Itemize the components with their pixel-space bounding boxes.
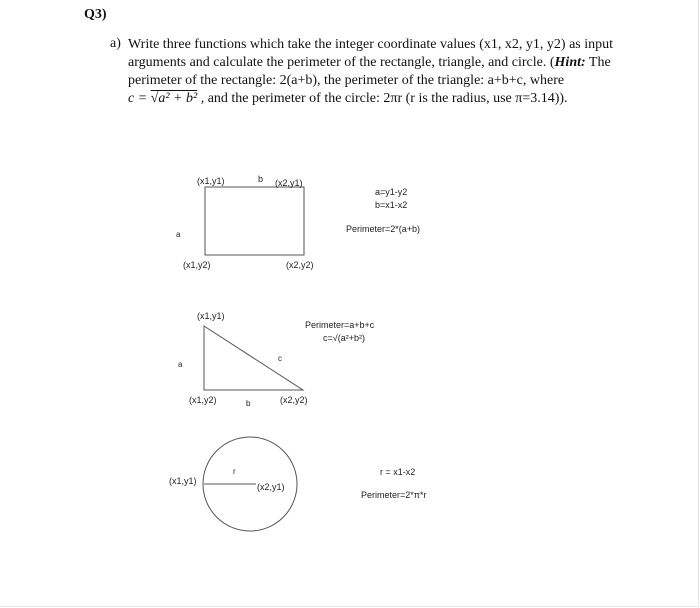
tri-bottom-left-label: (x1,y2)	[189, 395, 217, 405]
tri-side-a-label: a	[178, 360, 183, 369]
circle-edge-label: (x2,y1)	[257, 482, 285, 492]
tri-formula-c: c=√(a²+b²)	[323, 333, 365, 343]
question-line-3: perimeter of the rectangle: 2(a+b), the perimeter of the triangle: a+b+c, where	[128, 73, 565, 88]
tri-side-c-label: c	[278, 354, 282, 363]
circle-diagram	[169, 437, 426, 531]
rect-formula-b: b=x1-x2	[375, 200, 408, 210]
rect-perimeter: Perimeter=2*(a+b)	[346, 224, 421, 234]
rect-bottom-right-label: (x2,y2)	[286, 260, 314, 270]
question-number: Q3)	[84, 7, 107, 22]
question-line-1: Write three functions which take the integer coordinate values (x1, x2, y1, y2) as input	[128, 37, 614, 52]
tri-perimeter: Perimeter=a+b+c	[305, 320, 375, 330]
question-line-4-end: , and the perimeter of the circle: 2πr (r is the radius, use π=3.14)).	[197, 91, 568, 106]
question-line-2-end: The	[585, 55, 611, 70]
rect-top-left-label: (x1,y1)	[197, 176, 225, 186]
rect-side-a-label: a	[176, 230, 181, 239]
circle-center-label: (x1,y1)	[169, 476, 197, 486]
part-label: a)	[110, 36, 121, 51]
rect-top-right-label: (x2,y1)	[275, 178, 303, 188]
tri-side-b-label: b	[246, 399, 251, 408]
tri-top-label: (x1,y1)	[197, 311, 225, 321]
rectangle-diagram	[176, 174, 420, 270]
c-formula-start: c =	[128, 91, 151, 106]
rect-side-b-label: b	[258, 174, 264, 184]
hint-label: Hint:	[554, 55, 586, 70]
c-formula-radical: √a² + b²	[150, 91, 198, 106]
tri-bottom-right-label: (x2,y2)	[280, 395, 308, 405]
rectangle-shape	[205, 187, 304, 255]
circle-perimeter: Perimeter=2*π*r	[361, 490, 427, 500]
rect-bottom-left-label: (x1,y2)	[183, 260, 211, 270]
rect-formula-a: a=y1-y2	[375, 187, 408, 197]
circle-formula-r: r = x1-x2	[380, 467, 416, 477]
triangle-shape	[204, 326, 303, 390]
circle-radius-label: r	[233, 467, 236, 476]
triangle-diagram	[178, 311, 375, 408]
question-line-2-text: arguments and calculate the perimeter of the rectangle, triangle, and circle. (	[128, 55, 555, 70]
